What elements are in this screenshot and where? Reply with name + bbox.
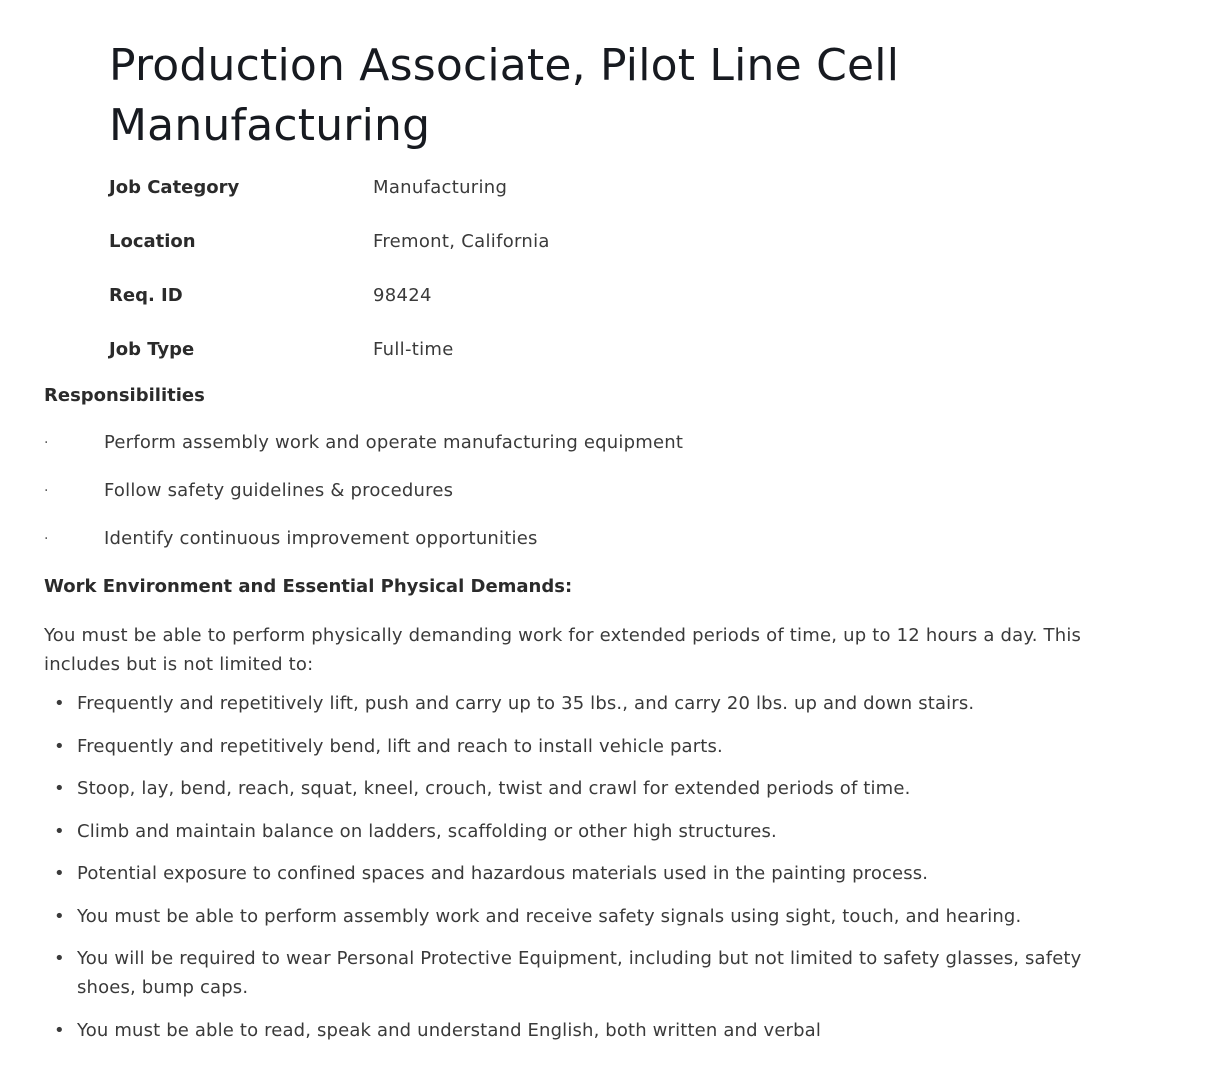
list-item-text: Perform assembly work and operate manufacturing equipment xyxy=(104,432,684,453)
responsibilities-heading: Responsibilities xyxy=(44,385,205,406)
detail-label: Job Category xyxy=(109,177,240,198)
work-environment-heading: Work Environment and Essential Physical Demands: xyxy=(44,576,573,597)
list-item-text: Identify continuous improvement opportunities xyxy=(104,528,538,549)
list-item-text: Follow safety guidelines & procedures xyxy=(104,480,454,501)
detail-label: Req. ID xyxy=(109,285,183,306)
detail-value: Fremont, California xyxy=(373,231,550,252)
detail-row-job-category xyxy=(109,174,809,228)
detail-row-req-id xyxy=(109,282,809,336)
detail-value: Manufacturing xyxy=(373,177,508,198)
list-item xyxy=(44,477,944,525)
detail-row-location xyxy=(109,228,809,282)
detail-label: Location xyxy=(109,231,196,252)
list-item: • Frequently and repetitively bend, lift and reach to install vehicle parts. xyxy=(44,732,1144,761)
bullet-icon: · xyxy=(44,531,49,547)
list-item xyxy=(44,525,944,573)
list-item: • You must be able to perform assembly work and receive safety signals using sight, touch, and hearing. xyxy=(44,902,1144,931)
list-item xyxy=(44,429,944,477)
responsibilities-list xyxy=(44,429,944,573)
detail-value: Full-time xyxy=(373,339,454,360)
list-item: • You will be required to wear Personal Protective Equipment, including but not limited to safety glasses, safety shoes, bump caps. xyxy=(44,944,1144,1002)
work-environment-intro: You must be able to perform physically demanding work for extended periods of time, up to 12 hours a day. This includes but is not limited to: xyxy=(44,625,1082,675)
bullet-icon: · xyxy=(44,435,49,451)
list-item: • Stoop, lay, bend, reach, squat, kneel, crouch, twist and crawl for extended periods of time. xyxy=(44,774,1144,803)
job-details xyxy=(109,174,809,390)
list-item: • Climb and maintain balance on ladders, scaffolding or other high structures. xyxy=(44,817,1144,846)
list-item: • You must be able to read, speak and understand English, both written and verbal xyxy=(44,1016,1144,1045)
detail-value: 98424 xyxy=(373,285,432,306)
list-item: • Frequently and repetitively lift, push and carry up to 35 lbs., and carry 20 lbs. up and down stairs. xyxy=(44,689,1144,718)
bullet-icon: · xyxy=(44,483,49,499)
detail-label: Job Type xyxy=(109,339,195,360)
job-title: Production Associate, Pilot Line Cell Manufacturing xyxy=(109,40,900,151)
detail-row-job-type xyxy=(109,336,809,390)
physical-demands-list xyxy=(44,689,1144,1058)
list-item: • Potential exposure to confined spaces and hazardous materials used in the painting process. xyxy=(44,859,1144,888)
